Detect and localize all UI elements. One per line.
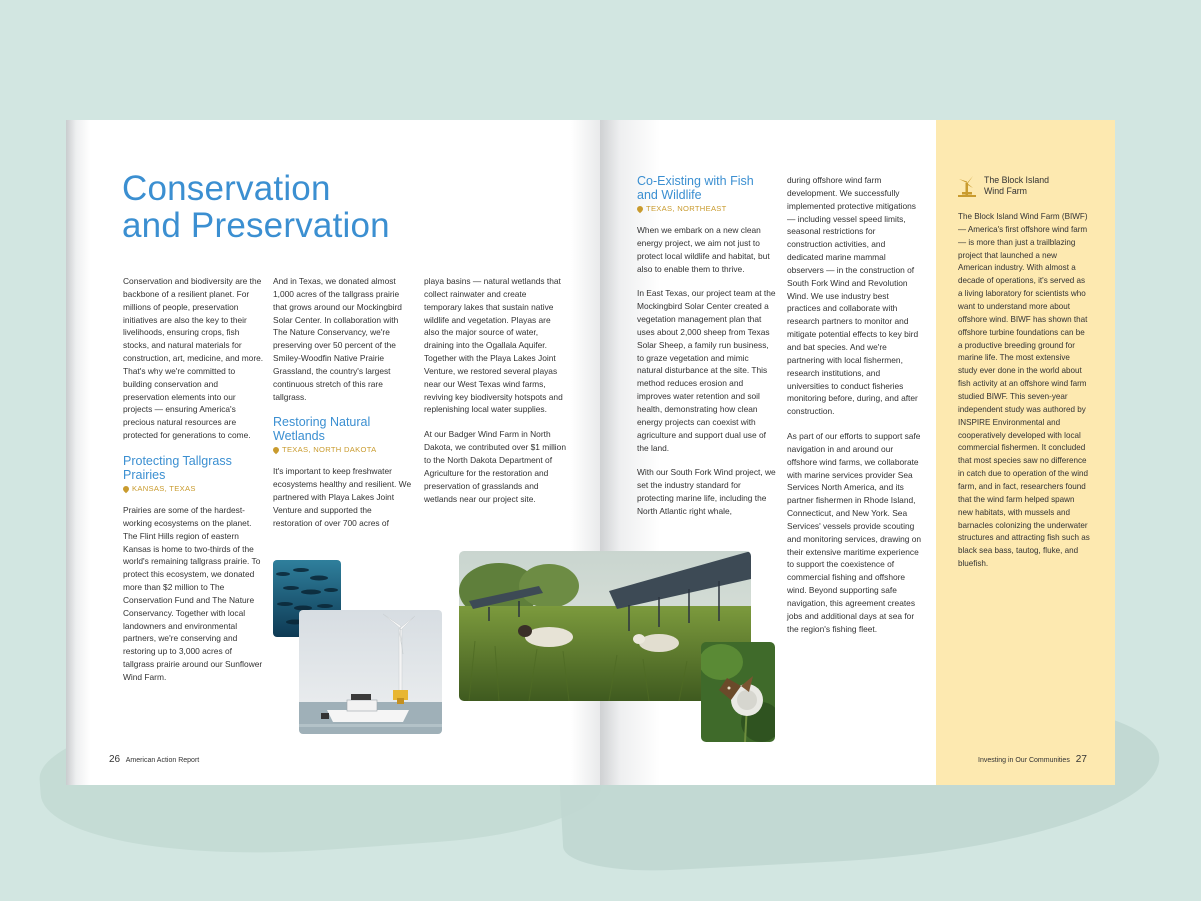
playa-paragraph: playa basins — natural wetlands that collect rainwater and create temporary lakes that sustain native wildlife and vegetation. Playas are also the major source of water, draining into the Ogallala Aquifer. Together with the Playa Lakes Joint Venture, we restored several playas near our West Texas wind farms, reviving key biodiversity hotspots and replenishing local water supplies. [424,276,563,415]
right-footer-label: Investing in Our Communities [978,757,1070,764]
texas-prairie-paragraph: And in Texas, we donated almost 1,000 acres of the tallgrass prairie that grows around our Mockingbird Solar Center. In collaboration with The Nature Conservancy, we're preserving over 50 percent of the Smiley-Woodfin Native Prairie Grassland, the country's largest continuous stretch of this rare tallgrass. [273,276,402,402]
right-column-1 [637,174,776,530]
section-heading-tallgrass: Protecting Tallgrass Prairies [123,453,232,482]
left-column-1 [123,275,265,696]
location-tag-texas-northeast: TEXAS, NORTHEAST [637,203,776,214]
south-fork-paragraph: With our South Fork Wind project, we set the industry standard for protecting marine life, including the North Atlantic right whale, [637,467,776,516]
block-island-sidebar [936,120,1115,785]
location-tag-texas-north-dakota: TEXAS, NORTH DAKOTA [273,444,413,455]
badger-wind-paragraph: At our Badger Wind Farm in North Dakota, we contributed over $1 million to the North Dakota Department of Agriculture for the restoration and preservation of grasslands and wetlands near our project site. [424,429,566,504]
offshore-mitigation-paragraph: during offshore wind farm development. We successfully implemented protective mitigations — including vessel speed limits, seasonal restrictions for construction activities, and dedicated marine mammal observers — in the construction of South Fork Wind and Revolution Wind. We use industry best practices and collaborate with research partners to monitor and mitigate potential effects to key bird and bat species. And we're partnering with local fishermen, research institutions, and universities to conduct fisheries monitoring before, during, and after construction. [787,175,919,417]
butterfly-flower-photo [701,642,775,742]
left-page-number: 26 [109,754,121,765]
sidebar-title: The Block Island Wind Farm [984,175,1050,196]
wetlands-paragraph: It's important to keep freshwater ecosystems healthy and resilient. We partnered with Playa Lakes Joint Venture and supported the restoration of over 700 acres of [273,466,412,528]
left-column-2 [273,275,413,542]
left-footer-label: American Action Report [125,757,200,764]
tallgrass-paragraph: Prairies are some of the hardest-working ecosystems on the planet. The Flint Hills region of eastern Kansas is home to two-thirds of the world's remaining tallgrass prairie. To protect this ecosystem, we donated more than $2 million to The Conservation Fund and The Nature Conservancy. Together with local landowners and environmental partners, we're conserving and restoring up to 3,000 acres of tallgrass prairie around our Sunflower Wind Farm. [123,504,263,682]
wildlife-intro-paragraph: When we embark on a new clean energy project, we aim not just to protect local wildlife and habitat, but also to enable them to thrive. [637,225,770,274]
location-pin-icon [636,205,644,213]
solar-sheep-paragraph: In East Texas, our project team at the Mockingbird Solar Center created a vegetation management plan that uses about 2,000 sheep from Texas Solar Sheep, a family run business, to graze vegetation and mimic natural disturbance at the site. This method reduces erosion and improves water retention and soil health, demonstrating how clean energy projects can coexist with agriculture and support dual use of the land. [637,288,776,453]
section-heading-wetlands: Restoring Natural Wetlands [273,415,371,444]
boat-and-wind-turbine-photo [299,610,442,734]
page-title-line1: Conservation [122,169,331,208]
page-title-line2: and Preservation [122,206,390,245]
intro-paragraph: Conservation and biodiversity are the backbone of a resilient planet. For millions of people, preservation initiatives are also the key to their livelihoods, ensuring crops, fish stocks, and natural materials for construction, art, medicine, and more. That's why we're committed to building conservation and preservation elements into our projects — ensuring America's precious natural resources are protected for generations to come. [123,276,264,441]
right-page-number: 27 [1075,754,1087,765]
right-footer [978,754,1087,765]
location-pin-icon [122,485,130,493]
location-pin-icon [272,446,280,454]
wind-turbine-icon [956,175,978,199]
page-title [122,170,390,244]
left-footer [109,754,199,765]
section-heading-fish-wildlife: Co-Existing with Fish and Wildlife [637,174,754,202]
left-column-3 [424,275,566,517]
location-tag-kansas-texas: KANSAS, TEXAS [123,483,265,494]
sidebar-body: The Block Island Wind Farm (BIWF) — America's first offshore wind farm — is more than just a trailblazing project that launched a new American industry. With almost a decade of operations, it's served as a living laboratory for scientists who want to understand more about offshore wind. BIWF has shown that offshore turbine foundations can be a productive breeding ground for marine life. The most extensive study ever done in the world about fish activity at an offshore wind farm studied BIWF. This seven-year independent study was authored by INSPIRE Environmental and cooperatively developed with local commercial fishermen. It concluded that most species saw no difference in catch due to operation of the wind farm, and in fact, researchers found that the wind farm helped spawn new habitats, with mussels and barnacles colonizing the underwater structures and attracting fish such as black sea bass, tautog, fluke, and bluefish. [958,212,1090,569]
right-column-2 [787,174,922,648]
sea-services-paragraph: As part of our efforts to support safe navigation in and around our offshore wind farms, we collaborate with marine services provider Sea Services North America, and its partner fishermen in Rhode Island, Connecticut, and New York. Sea Services' vessels provide scouting and monitoring services, drawing on their extensive maritime experience to support the coexistence of commercial fishing and offshore wind. Beyond supporting safe navigation, this agreement creates jobs and additional days at sea for the region's fishing fleet. [787,431,922,634]
